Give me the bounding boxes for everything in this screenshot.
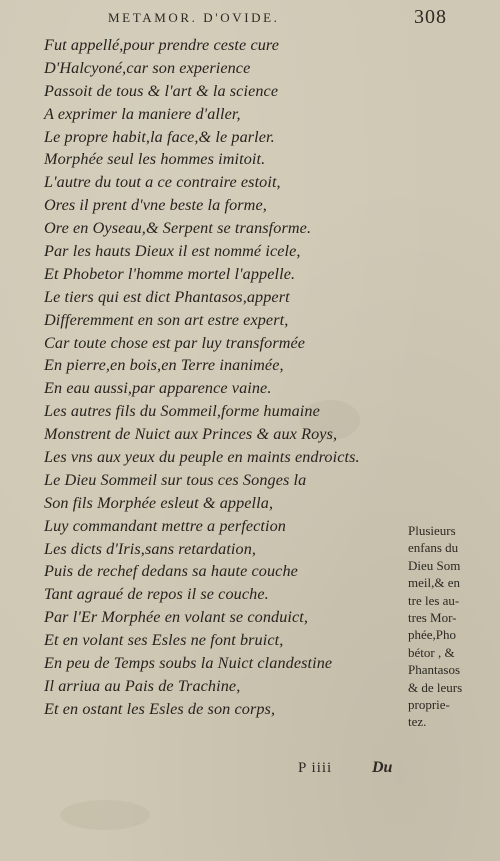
page-footer: [0, 760, 500, 784]
margin-note-line: tre les au-: [408, 592, 460, 608]
running-head: METAMOR. D'OVIDE.: [108, 10, 280, 25]
margin-note-line: Dieu Som: [408, 557, 461, 573]
verse-line: Et Phobetor l'homme mortel l'appelle.: [44, 264, 296, 283]
verse-line: Monstrent de Nuict aux Princes & aux Roys,: [44, 425, 338, 444]
verse-text: [44, 34, 404, 721]
margin-note-line: phée,Pho: [408, 627, 457, 643]
verse-line: Son fils Morphée esleut & appella,: [44, 493, 274, 512]
verse-line: Les dicts d'Iris,sans retardation,: [44, 539, 257, 558]
verse-line: Les vns aux yeux du peuple en maints endroicts.: [44, 448, 360, 467]
page-header: [0, 8, 500, 30]
verse-line: Morphée seul les hommes imitoit.: [44, 150, 266, 169]
verse-line: Le Dieu Sommeil sur tous ces Songes la: [44, 470, 307, 489]
margin-note-line: bétor , &: [408, 644, 455, 660]
verse-line: Passoit de tous & l'art & la science: [44, 81, 279, 100]
verse-line: Le tiers qui est dict Phantasos,appert: [44, 287, 290, 306]
verse-line: A exprimer la maniere d'aller,: [44, 104, 241, 123]
margin-note: [408, 522, 488, 731]
paper-stain: [60, 800, 150, 830]
verse-line: Et en volant ses Esles ne font bruict,: [44, 631, 284, 650]
verse-line: Tant agraué de repos il se couche.: [44, 585, 269, 604]
margin-note-line: enfans du: [408, 540, 459, 556]
signature-mark: P iiii: [298, 760, 333, 776]
margin-note-line: proprie-: [408, 696, 450, 712]
verse-line: Luy commandant mettre a perfection: [44, 516, 286, 535]
margin-note-line: tres Mor-: [408, 609, 457, 625]
verse-line: L'autre du tout a ce contraire estoit,: [44, 173, 281, 192]
margin-note-line: Phantasos: [408, 662, 460, 678]
verse-line: En pierre,en bois,en Terre inanimée,: [44, 356, 284, 375]
verse-line: Il arriua au Pais de Trachine,: [44, 676, 241, 695]
verse-line: Car toute chose est par luy transformée: [44, 333, 306, 352]
verse-line: Puis de rechef dedans sa haute couche: [44, 562, 298, 581]
verse-line: En eau aussi,par apparence vaine.: [44, 379, 272, 398]
verse-line: En peu de Temps soubs la Nuict clandestine: [44, 654, 333, 673]
verse-line: Le propre habit,la face,& le parler.: [44, 127, 275, 146]
verse-line: Fut appellé,pour prendre ceste cure: [44, 36, 280, 54]
verse-line: Les autres fils du Sommeil,forme humaine: [44, 402, 320, 421]
verse-line: Par l'Er Morphée en volant se conduict,: [44, 608, 309, 627]
verse-line: D'Halcyoné,car son experience: [44, 58, 251, 77]
margin-note-line: meil,& en: [408, 575, 460, 591]
page-number: 308: [414, 6, 447, 28]
verse-line: Ores il prent d'vne beste la forme,: [44, 196, 267, 215]
margin-note-line: tez.: [408, 714, 427, 730]
margin-note-line: Plusieurs: [408, 523, 456, 538]
verse-line: Ore en Oyseau,& Serpent se transforme.: [44, 219, 312, 238]
verse-line: Differemment en son art estre expert,: [44, 310, 289, 329]
verse-line: Par les hauts Dieux il est nommé icele,: [44, 242, 301, 261]
margin-note-line: & de leurs: [408, 679, 463, 695]
verse-line: Et en ostant les Esles de son corps,: [44, 699, 276, 718]
catchword: Du: [372, 759, 393, 776]
